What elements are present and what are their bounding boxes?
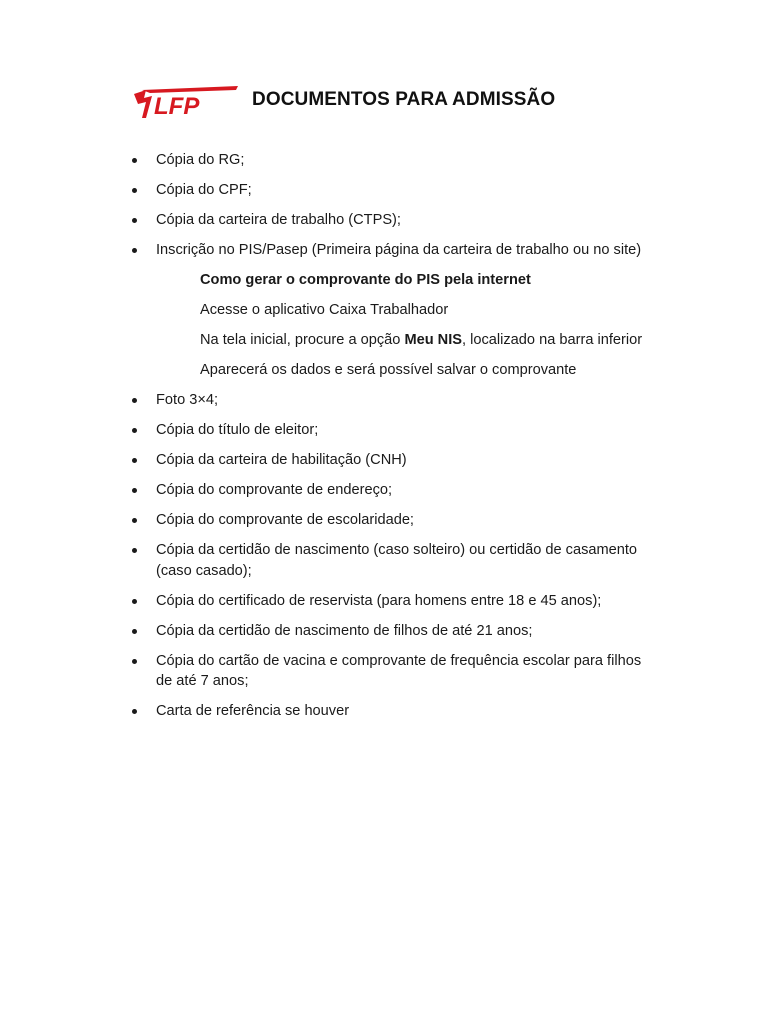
lfp-logo-icon [132,84,242,124]
logo-text: LFP [154,93,200,120]
list-item [0,701,768,722]
bullet-icon [132,659,137,664]
bullet-icon [132,599,137,604]
pis-step-bold: Meu NIS [404,332,463,348]
list-item-text: Cópia do cartão de vacina e comprovante de frequência escolar para filhos de até 7 anos; [156,652,642,689]
list-item [0,150,768,171]
list-item [0,240,768,261]
list-item-text: Cópia do RG; [156,152,245,168]
list-item [0,591,768,612]
bullet-icon [132,629,137,634]
pis-step: Acesse o aplicativo Caixa Trabalhador [200,302,449,318]
list-item-text: Cópia do CPF; [156,182,252,198]
list-item [0,450,768,471]
bullet-icon [132,548,137,553]
list-item [0,651,768,692]
bullet-icon [132,218,137,223]
bullet-icon [132,188,137,193]
list-item-text: Cópia da carteira de trabalho (CTPS); [156,212,401,228]
pis-step [0,330,768,351]
list-item-text: Cópia da carteira de habilitação (CNH) [156,452,407,468]
documents-list [0,150,768,731]
bullet-icon [132,518,137,523]
pis-step-text: , localizado na barra inferior [462,332,643,348]
list-item-text: Inscrição no PIS/Pasep (Primeira página da carteira de trabalho ou no site) [156,242,642,258]
list-item [0,480,768,501]
bullet-icon [132,428,137,433]
bullet-icon [132,158,137,163]
pis-step: Aparecerá os dados e será possível salvar o comprovante [200,362,577,378]
bullet-icon [132,248,137,253]
list-item-text: Cópia do comprovante de endereço; [156,482,393,498]
pis-step-text: Na tela inicial, procure a opção [200,332,405,348]
list-item [0,180,768,201]
page-title: DOCUMENTOS PARA ADMISSÃO [252,89,556,110]
list-item-text: Cópia da certidão de nascimento de filhos de até 21 anos; [156,622,533,639]
list-item-text: Cópia do certificado de reservista (para homens entre 18 e 45 anos); [156,592,602,609]
bullet-icon [132,709,137,714]
list-item [0,390,768,411]
bullet-icon [132,458,137,463]
pis-heading: Como gerar o comprovante do PIS pela internet [200,272,531,288]
list-item [0,420,768,441]
list-item-text: Carta de referência se houver [156,703,350,719]
list-item-text: Cópia da certidão de nascimento (caso solteiro) ou certidão de casamento (caso casado); [156,542,638,579]
list-item-text: Cópia do título de eleitor; [156,422,319,438]
list-item [0,510,768,531]
list-item [0,210,768,231]
list-item-text: Cópia do comprovante de escolaridade; [156,512,414,528]
list-item [0,621,768,642]
bullet-icon [132,488,137,493]
document-header [132,84,555,124]
bullet-icon [132,398,137,403]
list-item [0,540,768,581]
list-item-text: Foto 3×4; [156,392,219,408]
